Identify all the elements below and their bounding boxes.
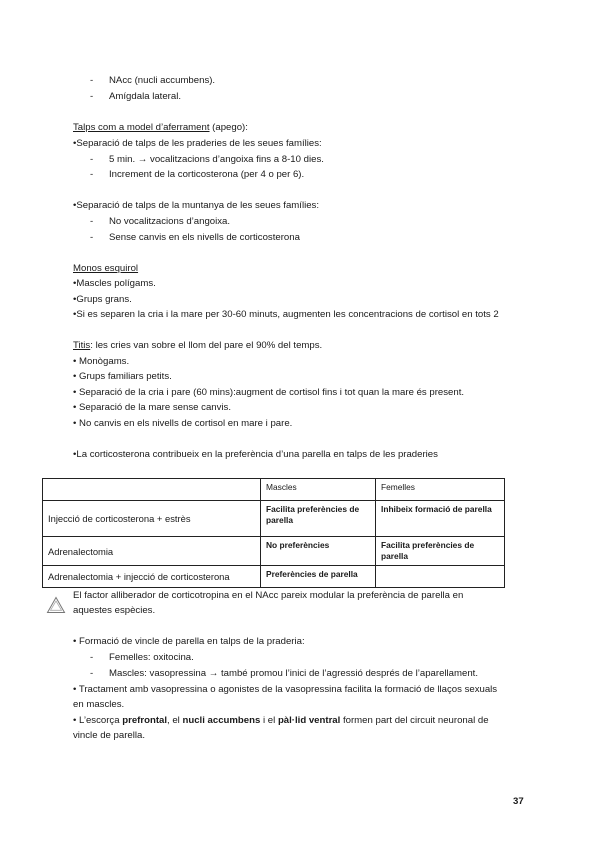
bold-term: prefrontal: [122, 715, 168, 726]
list-item: •Mascles polígams.: [73, 278, 156, 289]
table-row: [43, 537, 505, 566]
warning-triangle-icon: [46, 596, 66, 614]
dash-marker: -: [90, 75, 94, 86]
warning-text: El factor alliberador de corticotropina en el NAcc pareix modular la preferència de parella en: [73, 590, 464, 601]
table-row: [43, 566, 505, 588]
list-item: Femelles: oxitocina.: [109, 652, 194, 663]
table-cell: Injecció de corticosterona + estrès: [43, 501, 261, 537]
page-number: 37: [513, 796, 524, 807]
list-item: 5 min. → vocalitzacions d’angoixa fins a 8-10 dies.: [109, 154, 324, 165]
list-item: Sense canvis en els nivells de corticosterona: [109, 232, 300, 243]
table-row: [43, 501, 505, 537]
table-header-row: [43, 479, 505, 501]
heading-underlined: Talps com a model d’aferrament: [73, 122, 210, 133]
table-header-cell: Femelles: [376, 479, 505, 501]
heading-underlined: Titis: [73, 340, 91, 351]
dash-marker: -: [90, 668, 94, 679]
text-run: formen part del circuit neuronal de: [340, 715, 489, 726]
dash-marker: -: [90, 154, 94, 165]
paragraph-line: vincle de parella.: [73, 730, 145, 741]
list-item: Amígdala lateral.: [109, 91, 181, 102]
table-cell: [376, 566, 505, 588]
list-item: Increment de la corticosterona (per 4 o per 6).: [109, 169, 305, 180]
table-header-cell: Mascles: [261, 479, 376, 501]
table-cell: No preferències: [261, 537, 376, 566]
list-item: •Grups grans.: [73, 294, 132, 305]
table-cell: Inhibeix formació de parella: [376, 501, 505, 537]
list-item: Mascles: vasopressina → també promou l’inici de l’agressió després de l’aparellament.: [109, 668, 478, 679]
list-item: • Grups familiars petits.: [73, 371, 172, 382]
paragraph-line: • Tractament amb vasopressina o agonistes de la vasopressina facilita la formació de llaços sexuals: [73, 684, 498, 695]
dash-marker: -: [90, 652, 94, 663]
heading-suffix: (apego):: [209, 122, 248, 133]
list-item: NAcc (nucli accumbens).: [109, 75, 216, 86]
heading-suffix: : les cries van sobre el llom del pare el 90% del temps.: [90, 340, 323, 351]
warning-text: aquestes espècies.: [73, 605, 156, 616]
table-cell: Adrenalectomia + injecció de corticosterona: [43, 566, 261, 588]
dash-marker: -: [90, 216, 94, 227]
list-item: • Monògams.: [73, 356, 130, 367]
dash-marker: -: [90, 232, 94, 243]
corticosterona-note: •La corticosterona contribueix en la preferència d’una parella en talps de les praderies: [73, 449, 438, 460]
list-item: No vocalitzacions d’angoixa.: [109, 216, 231, 227]
text-run: • L’escorça: [73, 715, 123, 726]
section-heading-monos: Monos esquirol: [73, 263, 139, 274]
list-item: • Separació de la cria i pare (60 mins):augment de cortisol fins i tot quan la mare és present.: [73, 387, 465, 398]
paragraph-line: [73, 716, 489, 726]
bold-term: nucli accumbens: [182, 715, 261, 726]
section-heading-titis: [73, 341, 322, 351]
section-heading-talps: [73, 123, 248, 133]
list-item: • Separació de la mare sense canvis.: [73, 402, 232, 413]
table-cell: Facilita preferències de parella: [261, 501, 376, 537]
table-cell: Facilita preferències de parella: [376, 537, 505, 566]
text-run: i el: [260, 715, 278, 726]
dash-marker: -: [90, 169, 94, 180]
table-cell: Preferències de parella: [261, 566, 376, 588]
praderies-intro: •Separació de talps de les praderies de les seues famílies:: [73, 138, 322, 149]
list-item: • No canvis en els nivells de cortisol en mare i pare.: [73, 418, 293, 429]
paragraph-line: en mascles.: [73, 699, 125, 710]
muntanya-intro: •Separació de talps de la muntanya de les seues famílies:: [73, 200, 320, 211]
bold-term: pàl·lid ventral: [277, 715, 341, 726]
table-header-cell: [43, 479, 261, 501]
table-cell: Adrenalectomia: [43, 537, 261, 566]
dash-marker: -: [90, 91, 94, 102]
results-table: [42, 478, 505, 588]
list-item: •Si es separen la cria i la mare per 30-60 minuts, augmenten les concentracions de cortisol en tots 2: [73, 309, 499, 320]
vincle-intro: • Formació de vincle de parella en talps de la praderia:: [73, 636, 305, 647]
text-run: , el: [167, 715, 183, 726]
